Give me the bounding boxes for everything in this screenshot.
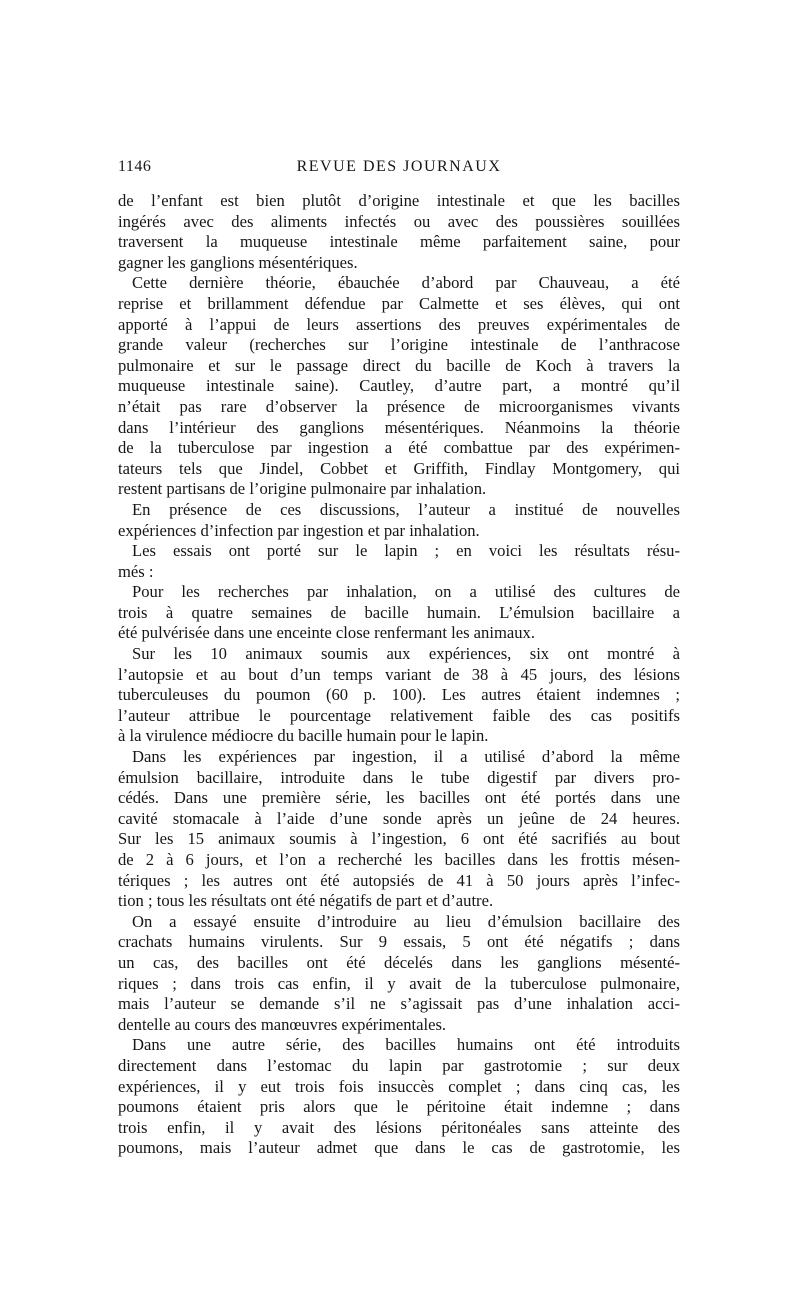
text-line: restent partisans de l’origine pulmonaire par inhalation. xyxy=(118,479,487,499)
text-line: tateurs tels que Jindel, Cobbet et Griffith, Findlay Montgomery, qui xyxy=(118,458,680,478)
text-line: dans l’intérieur des ganglions mésentériques. Néanmoins la théorie xyxy=(118,417,680,437)
text-line: ingérés avec des aliments infectés ou avec des poussières souillées xyxy=(118,211,680,231)
text-line: riques ; dans trois cas enfin, il y avait de la tuberculose pulmonaire, xyxy=(118,973,680,993)
text-line: tuberculeuses du poumon (60 p. 100). Les autres étaient indemnes ; xyxy=(118,685,680,705)
text-line: muqueuse intestinale saine). Cautley, d’autre part, a montré qu’il xyxy=(118,376,680,396)
text-line: n’était pas rare d’observer la présence de microorganismes vivants xyxy=(118,396,680,416)
text-line: crachats humains virulents. Sur 9 essais, 5 ont été négatifs ; dans xyxy=(118,932,680,952)
text-line: poumons étaient pris alors que le péritoine était indemne ; dans xyxy=(118,1097,680,1117)
text-line: poumons, mais l’auteur admet que dans le cas de gastrotomie, les xyxy=(118,1138,680,1158)
text-line: Sur les 15 animaux soumis à l’ingestion, 6 ont été sacrifiés au bout xyxy=(118,829,680,849)
text-line: On a essayé ensuite d’introduire au lieu d’émulsion bacillaire des xyxy=(132,911,680,931)
text-line: cédés. Dans une première série, les bacilles ont été portés dans une xyxy=(118,788,680,808)
article-body xyxy=(118,191,680,1159)
text-line: Dans les expériences par ingestion, il a utilisé d’abord la même xyxy=(132,747,680,767)
text-line: En présence de ces discussions, l’auteur a institué de nouvelles xyxy=(132,499,680,519)
text-line: à la virulence médiocre du bacille humain pour le lapin. xyxy=(118,726,489,746)
text-line: trois enfin, il y avait des lésions péritonéales sans atteinte des xyxy=(118,1117,680,1137)
text-line: tériques ; les autres ont été autopsiés de 41 à 50 jours après l’infec- xyxy=(118,870,680,890)
running-head: REVUE DES JOURNAUX xyxy=(296,158,502,175)
text-line: expériences, il y eut trois fois insuccès complet ; dans cinq cas, les xyxy=(118,1076,680,1096)
text-line: traversent la muqueuse intestinale même parfaitement saine, pour xyxy=(118,232,680,252)
text-line: trois à quatre semaines de bacille humain. L’émulsion bacillaire a xyxy=(118,602,680,622)
text-line: été pulvérisée dans une enceinte close renfermant les animaux. xyxy=(118,623,535,643)
text-line: Sur les 10 animaux soumis aux expériences, six ont montré à xyxy=(132,644,680,664)
text-line: mais l’auteur se demande s’il ne s’agissait pas d’une inhalation acci- xyxy=(118,994,680,1014)
text-line: reprise et brillamment défendue par Calmette et ses élèves, qui ont xyxy=(118,293,680,313)
text-line: l’auteur attribue le pourcentage relativement faible des cas positifs xyxy=(118,705,680,725)
text-line: de l’enfant est bien plutôt d’origine intestinale et que les bacilles xyxy=(118,191,680,210)
text-line: expériences d’infection par ingestion et par inhalation. xyxy=(118,520,480,540)
text-line: grande valeur (recherches sur l’origine intestinale de l’anthracose xyxy=(118,335,680,355)
text-line: més : xyxy=(118,561,154,581)
text-line: dentelle au cours des manœuvres expérimentales. xyxy=(118,1014,447,1034)
text-line: gagner les ganglions mésentériques. xyxy=(118,252,358,272)
text-line: pulmonaire et sur le passage direct du bacille de Koch à travers la xyxy=(118,355,680,375)
page-number: 1146 xyxy=(118,158,152,175)
text-line: émulsion bacillaire, introduite dans le tube digestif par divers pro- xyxy=(118,767,680,787)
text-line: l’autopsie et au bout d’un temps variant de 38 à 45 jours, des lésions xyxy=(118,664,680,684)
text-line: un cas, des bacilles ont été décelés dans les ganglions mésenté- xyxy=(118,952,680,972)
text-line: Les essais ont porté sur le lapin ; en voici les résultats résu- xyxy=(132,541,680,561)
text-line: tion ; tous les résultats ont été négatifs de part et d’autre. xyxy=(118,891,494,911)
text-line: de 2 à 6 jours, et l’on a recherché les bacilles dans les frottis mésen- xyxy=(118,850,680,869)
text-line: cavité stomacale à l’aide d’une sonde après un jeûne de 24 heures. xyxy=(118,808,680,828)
text-line: Pour les recherches par inhalation, on a utilisé des cultures de xyxy=(132,582,680,602)
text-line: Cette dernière théorie, ébauchée d’abord par Chauveau, a été xyxy=(132,273,680,293)
page-header xyxy=(118,158,680,180)
text-line: de la tuberculose par ingestion a été combattue par des expérimen- xyxy=(118,438,680,458)
text-line: directement dans l’estomac du lapin par gastrotomie ; sur deux xyxy=(118,1055,680,1075)
text-line: apporté à l’appui de leurs assertions des preuves expérimentales de xyxy=(118,314,680,334)
text-line: Dans une autre série, des bacilles humains ont été introduits xyxy=(132,1035,680,1055)
